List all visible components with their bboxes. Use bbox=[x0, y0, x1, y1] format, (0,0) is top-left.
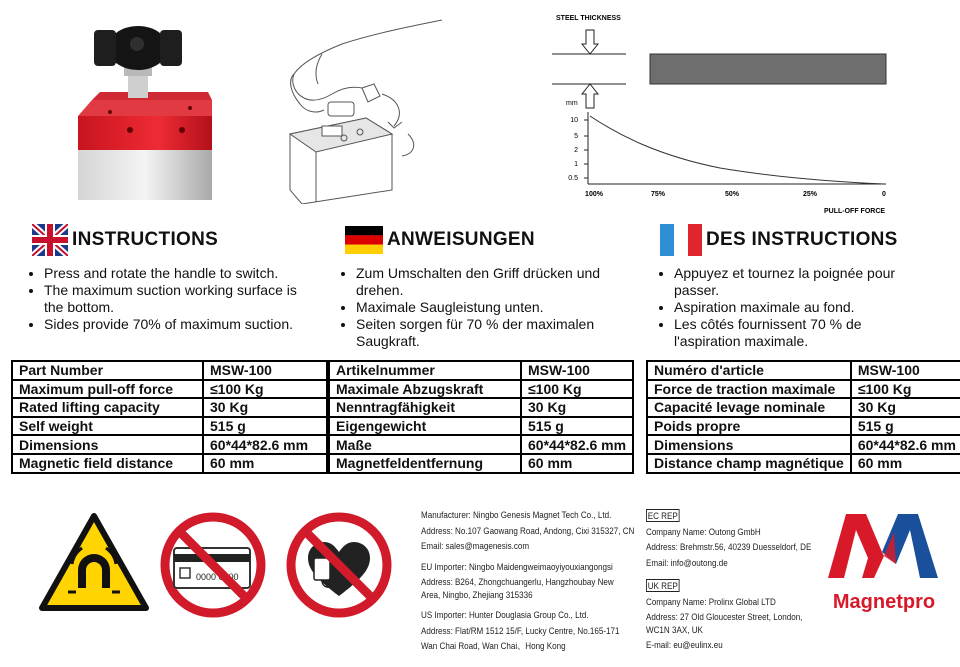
bullet-list-en bbox=[12, 265, 312, 333]
table-row bbox=[647, 380, 960, 399]
eu-importer-line: Address: B264, Zhongchuangerlu, Hangzhoubay New bbox=[421, 576, 614, 587]
list-item: • Aspiration maximale au fond. bbox=[674, 299, 912, 316]
table-cell: 60*44*82.6 mm bbox=[851, 435, 960, 454]
list-item: • Zum Umschalten den Griff drücken und drehen. bbox=[356, 265, 614, 299]
heading-instructions-en bbox=[32, 220, 218, 260]
x-tick-label: 25% bbox=[802, 191, 818, 198]
spec-table-fr bbox=[646, 360, 960, 474]
table-cell: MSW-100 bbox=[203, 361, 327, 380]
table-cell: 515 g bbox=[851, 417, 960, 436]
list-item: • Press and rotate the handle to switch. bbox=[44, 265, 312, 282]
brand-name: Magnetpro bbox=[832, 591, 936, 613]
uk-rep-line: E-mail: eu@eulinx.eu bbox=[646, 639, 723, 650]
heading-instructions-fr bbox=[660, 220, 898, 260]
us-importer-line: Wan Chai Road, Wan Chai、Hong Kong bbox=[421, 640, 566, 651]
table-cell: Part Number bbox=[12, 361, 203, 380]
table-cell: Self weight bbox=[12, 417, 203, 436]
table-row bbox=[647, 398, 960, 417]
heading-text: INSTRUCTIONS bbox=[72, 229, 219, 250]
y-tick-label: 0.5 bbox=[568, 175, 578, 182]
table-cell: Dimensions bbox=[647, 435, 851, 454]
spec-table-de bbox=[328, 360, 634, 474]
x-tick-label: 100% bbox=[585, 191, 603, 198]
table-row bbox=[12, 398, 327, 417]
table-cell: 60 mm bbox=[521, 454, 633, 473]
y-tick-label: 2 bbox=[574, 147, 578, 154]
table-cell: Eigengewicht bbox=[329, 417, 521, 436]
table-cell: 60 mm bbox=[203, 454, 327, 473]
eu-importer-line: EU Importer: Ningbo Maidengweimaoyiyouxiangongsi bbox=[421, 560, 613, 572]
table-cell: 515 g bbox=[521, 417, 633, 436]
magnet-product-image bbox=[70, 8, 220, 208]
ec-rep-line: Address: Brehmstr.56, 40239 Duesseldorf, DE bbox=[646, 541, 812, 552]
y-tick-label: 5 bbox=[574, 133, 578, 140]
table-row bbox=[647, 361, 960, 380]
table-row bbox=[329, 454, 633, 473]
list-item: • Sides provide 70% of maximum suction. bbox=[44, 316, 312, 333]
list-item: • Les côtés fournissent 70 % de l'aspiration maximale. bbox=[674, 316, 912, 350]
x-axis-label: PULL-OFF FORCE bbox=[824, 208, 886, 215]
heading-anweisungen-de bbox=[345, 220, 535, 260]
table-row bbox=[647, 417, 960, 436]
table-cell: Maße bbox=[329, 435, 521, 454]
table-cell: Numéro d'article bbox=[647, 361, 851, 380]
manufacturer-line: Address: No.107 Gaowang Road, Andong, Cixi 315327, CN bbox=[421, 524, 635, 536]
table-cell: 30 Kg bbox=[521, 398, 633, 417]
spec-table-en bbox=[11, 360, 328, 474]
table-cell: MSW-100 bbox=[521, 361, 633, 380]
ec-rep-info bbox=[646, 509, 818, 652]
y-unit-label: mm bbox=[566, 100, 578, 107]
table-row bbox=[329, 435, 633, 454]
us-importer-line: Address: Flat/RM 1512 15/F, Lucky Centre, No.165-171 bbox=[421, 624, 620, 636]
table-cell: Maximale Abzugskraft bbox=[329, 380, 521, 399]
x-tick-label: 75% bbox=[650, 191, 666, 198]
table-row bbox=[12, 435, 327, 454]
table-row bbox=[329, 417, 633, 436]
manufacturer-info bbox=[421, 509, 635, 653]
bullet-list-de bbox=[324, 265, 614, 350]
steel-thickness-chart bbox=[540, 8, 900, 218]
ec-rep-line: Company Name: Outong GmbH bbox=[646, 525, 761, 537]
list-item: • Appuyez et tournez la poignée pour passer. bbox=[674, 265, 912, 299]
us-importer-line: US Importer: Hunter Douglasia Group Co., Ltd. bbox=[421, 609, 589, 620]
table-row bbox=[12, 361, 327, 380]
table-cell: 515 g bbox=[203, 417, 327, 436]
heading-text: ANWEISUNGEN bbox=[387, 229, 535, 250]
table-cell: ≤100 Kg bbox=[203, 380, 327, 399]
table-cell: 60*44*82.6 mm bbox=[521, 435, 633, 454]
table-cell: Magnetic field distance bbox=[12, 454, 203, 473]
table-cell: 60 mm bbox=[851, 454, 960, 473]
table-cell: Capacité levage nominale bbox=[647, 398, 851, 417]
eu-importer-line: Area, Ningbo, Zhejiang 315336 bbox=[421, 588, 533, 600]
table-cell: Nenntragfähigkeit bbox=[329, 398, 521, 417]
table-cell: MSW-100 bbox=[851, 361, 960, 380]
table-cell: ≤100 Kg bbox=[521, 380, 633, 399]
table-row bbox=[647, 435, 960, 454]
table-row bbox=[12, 454, 327, 473]
table-cell: Dimensions bbox=[12, 435, 203, 454]
uk-rep-line: Company Name: Prolinx Global LTD bbox=[646, 595, 776, 607]
table-cell: 30 Kg bbox=[851, 398, 960, 417]
france-flag-icon bbox=[660, 224, 702, 256]
table-cell: Poids propre bbox=[647, 417, 851, 436]
manufacturer-line: Email: sales@magenesis.com bbox=[421, 540, 530, 551]
table-cell: Distance champ magnétique bbox=[647, 454, 851, 473]
card-number-text: 0000 0000 bbox=[196, 572, 239, 582]
table-cell: Magnetfeldentfernung bbox=[329, 454, 521, 473]
table-row bbox=[12, 417, 327, 436]
table-cell: 30 Kg bbox=[203, 398, 327, 417]
table-row bbox=[647, 454, 960, 473]
table-row bbox=[329, 398, 633, 417]
ec-rep-tag: EC REP bbox=[647, 510, 678, 521]
manufacturer-line: Manufacturer: Ningbo Genesis Magnet Tech Co., Ltd. bbox=[421, 509, 612, 520]
table-cell: Maximum pull-off force bbox=[12, 380, 203, 399]
germany-flag-icon bbox=[345, 226, 383, 254]
list-item: • The maximum suction working surface is the bottom. bbox=[44, 282, 312, 316]
uk-rep-tag: UK REP bbox=[647, 580, 678, 591]
x-tick-label: 0 bbox=[882, 191, 886, 198]
y-tick-label: 1 bbox=[574, 161, 578, 168]
table-cell: Force de traction maximale bbox=[647, 380, 851, 399]
table-cell: Rated lifting capacity bbox=[12, 398, 203, 417]
list-item: • Maximale Saugleistung unten. bbox=[356, 299, 614, 316]
table-cell: Artikelnummer bbox=[329, 361, 521, 380]
magnetic-field-warning-icon bbox=[38, 512, 150, 614]
uk-flag-icon bbox=[32, 224, 68, 256]
table-cell: 60*44*82.6 mm bbox=[203, 435, 327, 454]
table-row bbox=[329, 361, 633, 380]
uk-rep-line: WC1N 3AX, UK bbox=[646, 623, 703, 635]
uk-rep-line: Address: 27 Old Gloucester Street, London, bbox=[646, 611, 803, 622]
table-cell: ≤100 Kg bbox=[851, 380, 960, 399]
bullet-list-fr bbox=[642, 265, 912, 350]
list-item: • Seiten sorgen für 70 % der maximalen Saugkraft. bbox=[356, 316, 614, 350]
no-pacemaker-icon bbox=[278, 512, 400, 618]
x-tick-label: 50% bbox=[724, 191, 740, 198]
table-row bbox=[12, 380, 327, 399]
steel-thickness-label: STEEL THICKNESS bbox=[556, 15, 621, 22]
y-tick-label: 10 bbox=[570, 117, 578, 124]
table-row bbox=[329, 380, 633, 399]
hand-operation-illustration bbox=[262, 14, 462, 204]
no-credit-card-icon bbox=[152, 512, 274, 618]
heading-text: DES INSTRUCTIONS bbox=[706, 229, 898, 250]
ec-rep-line: Email: info@outong.de bbox=[646, 556, 728, 568]
magnetpro-logo bbox=[822, 508, 946, 616]
